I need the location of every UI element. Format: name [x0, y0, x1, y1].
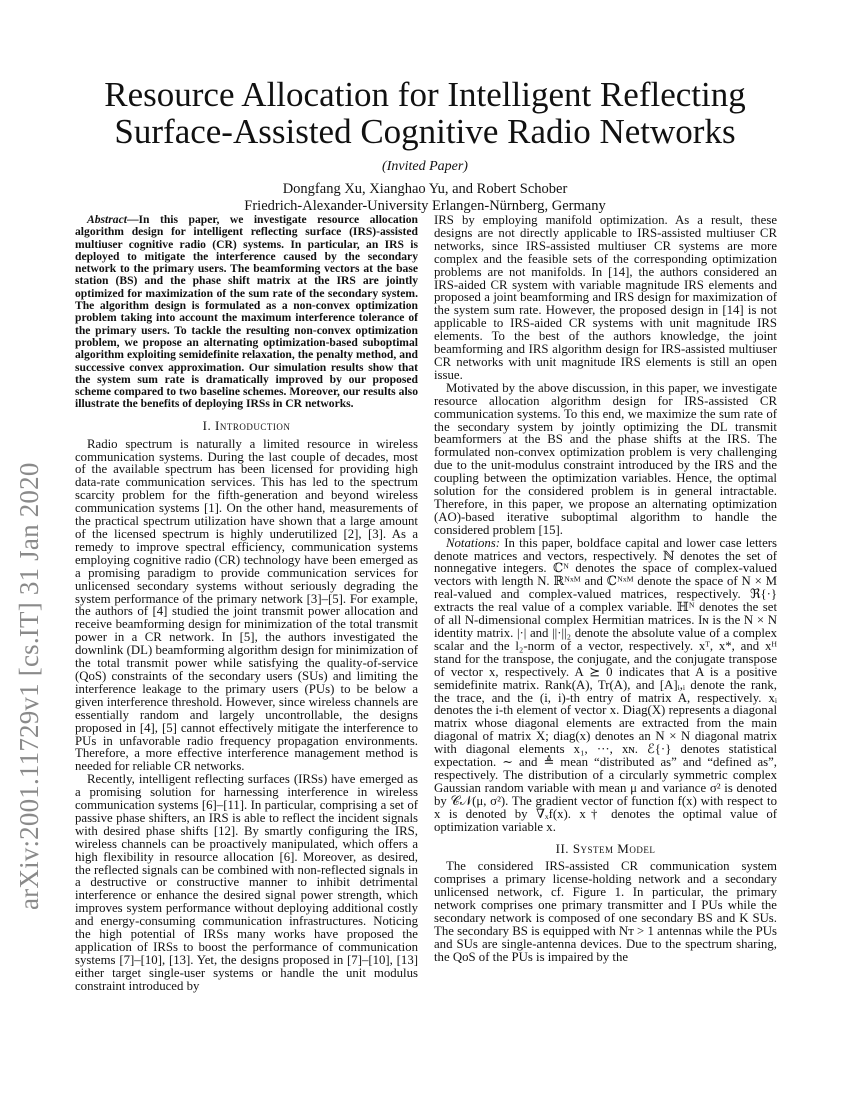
paper-title	[60, 76, 790, 150]
notations-paragraph	[434, 537, 777, 834]
author-affiliation: Friedrich-Alexander-University Erlangen-Nürnberg, Germany	[244, 198, 606, 214]
abstract	[75, 214, 418, 411]
intro-paragraph-2: Recently, intelligent reflecting surfaces (IRSs) have emerged as a promising solution for harnessing interference in wireless communication systems [6]–[11]. In particular, comprising a set of passive phase shifters, an IRS is able to reflect the incident signals with desired phase shifts [12]. By smartly configuring the IRS, wireless channels can be proactively manipulated, which offers a high flexibility in resource allocation [6]. Moreover, as desired, the reflected signals can be combined with non-reflected signals in a destructive or constructive manner to inhibit detrimental interference or enhance the desired signal power strength, which improves system performance without deploying additional costly and energy-consuming communication infrastructures. Noticing the high potential of IRSs many works have proposed the application of IRSs to boost the performance of communication systems [7]–[10], [13]. Yet, the designs proposed in [7]–[10], [13] either target single-user systems or handle the unit modulus constraint introduced by	[75, 772, 418, 993]
invited-paper-note: (Invited Paper)	[382, 159, 468, 174]
abstract-lead: Abstract	[87, 213, 127, 226]
abstract-text: —In this paper, we investigate resource allocation algorithm design for intelligent reflecting surface (IRS)-assisted multiuser cognitive radio (CR) systems. In particular, an IRS is deployed to mitigate the interference caused by the secondary network to the primary users. The beamforming vectors at the base station (BS) and the phase shift matrix at the IRS are jointly optimized for maximization of the sum rate of the secondary system. The algorithm design is formulated as a non-convex optimization problem taking into account the maximum interference tolerance of the primary users. To tackle the resulting non-convex optimization problem, we propose an alternating optimization-based suboptimal algorithm exploiting semidefinite relaxation, the penalty method, and successive convex approximation. Our simulation results show that the system sum rate is dramatically improved by our proposed scheme compared to two baseline schemes. Moreover, our results also illustrate the benefits of deploying IRSs in CR networks.	[75, 213, 418, 411]
title-line-2: Surface-Assisted Cognitive Radio Networks	[114, 112, 736, 151]
section-heading-introduction	[75, 417, 418, 433]
title-line-1: Resource Allocation for Intelligent Reflecting	[104, 75, 746, 114]
arxiv-identifier: arXiv:2001.11729v1 [cs.IT] 31 Jan 2020	[14, 462, 44, 910]
right-paragraph-2: Motivated by the above discussion, in this paper, we investigate resource allocation algorithm design for IRS-assisted CR communication systems. To this end, we maximize the sum rate of the secondary system by jointly optimizing the DL transmit beamformers at the BS and the phase shifts at the IRS. The formulated non-convex optimization problem is very challenging due to the unit-modulus constraint introduced by the IRS and the coupling between the optimization variables. Hence, the optimal solution for the considered problem is in general intractable. Therefore, in this paper, we propose an alternating optimization (AO)-based iterative suboptimal algorithm to handle the considered problem [15].	[434, 380, 777, 537]
notations-lead: Notations:	[446, 535, 501, 550]
section-title: System Model	[572, 840, 656, 856]
right-column	[434, 214, 777, 964]
system-model-paragraph: The considered IRS-assisted CR communication system comprises a primary license-holding network and a secondary unlicensed network, cf. Figure 1. In particular, the primary network comprises one primary transmitter and I PUs while the secondary network is composed of one secondary BS and K SUs. The secondary BS is equipped with Nᴛ > 1 antennas while the PUs and SUs are single-antenna devices. Due to the spectrum sharing, the QoS of the PUs is impaired by the	[434, 859, 777, 964]
section-number: II.	[555, 840, 573, 856]
section-title: Introduction	[215, 417, 291, 433]
notations-text: In this paper, boldface capital and lower case letters denote matrices and vectors, respectively. ℕ denotes the set of nonnegative integers. ℂᴺ denotes the space of complex-valued vectors with length N. ℝᴺˣᴹ and ℂᴺˣᴹ denote the space of N × M real-valued and complex-valued matrices, respectively. ℜ{·} extracts the real value of a complex variable. ℍᴺ denotes the set of all N-dimensional complex Hermitian matrices. Iɴ is the N × N identity matrix. |·| and ||·||₂ denote the absolute value of a complex scalar and the l₂-norm of a vector, respectively. xᵀ, x*, and xᴴ stand for the transpose, the conjugate, and the conjugate transpose of vector x, respectively. A ⪰ 0 indicates that A is a positive semidefinite matrix. Rank(A), Tr(A), and [A]ᵢ,ᵢ denote the rank, the trace, and the (i, i)-th entry of matrix A, respectively. xᵢ denotes the i-th element of vector x. Diag(X) represents a diagonal matrix whose diagonal elements are extracted from the main diagonal of matrix X; diag(x) denotes an N × N diagonal matrix with diagonal elements x₁, ···, xɴ. ℰ{·} denotes statistical expectation. ∼ and ≜ mean “distributed as” and “defined as”, respectively. The distribution of a circularly symmetric complex Gaussian random variable with mean μ and variance σ² is denoted by 𝒞𝒩(μ, σ²). The gradient vector of function f(x) with respect to x is denoted by ∇ₓf(x). x† denotes the optimal value of optimization variable x.	[434, 535, 777, 834]
intro-paragraph-1: Radio spectrum is naturally a limited resource in wireless communication systems. During the last couple of decades, most of the available spectrum has been licensed for providing high data-rate communication services. This has led to the spectrum scarcity problem for the fifth-generation and beyond wireless communication systems [1]. On the other hand, measurements of the practical spectrum utilization have shown that a large amount of the licensed spectrum is highly underutilized [2], [3]. As a remedy to improve spectral efficiency, communication systems employing cognitive radio (CR) technology have been emerged as a promising paradigm to provide communication services for unlicensed secondary systems without seriously degrading the system performance of the primary network [3]–[5]. For example, the authors of [4] studied the joint transmit power allocation and receive beamforming design for minimization of the total transmit power in a CR network. In [5], the authors investigated the downlink (DL) beamforming algorithm design for minimization of the total transmit power while satisfying the quality-of-service (QoS) constraints of the secondary users (SUs) and limiting the interference leakage to the primary users (PUs) to be below a given interference threshold. However, since wireless channels are essentially random and largely uncontrollable, the designs proposed in [4], [5] cannot effectively mitigate the interference to PUs in unfavorable radio frequency propagation environments. Therefore, a more effective interference management method is needed for reliable CR networks.	[75, 436, 418, 774]
author-names: Dongfang Xu, Xianghao Yu, and Robert Schober	[282, 181, 568, 197]
left-column	[75, 214, 418, 993]
right-paragraph-1: IRS by employing manifold optimization. As a result, these designs are not directly applicable to IRS-assisted multiuser CR networks, since IRS-assisted multiuser CR systems are more complex and the feasible sets of the corresponding optimization problems are not manifolds. In [14], the authors considered an IRS-aided CR system with variable magnitude IRS elements and proposed a joint beamforming and IRS design for maximization of the system sum rate. However, the proposed design in [14] is not applicable to IRS-aided CR systems with unit magnitude IRS elements. To the best of the authors knowledge, the joint beamforming and IRS algorithm design for IRS-assisted multiuser CR networks with unit magnitude IRS elements is still an open issue.	[434, 213, 777, 382]
section-heading-system-model	[434, 840, 777, 856]
author-block	[0, 181, 850, 215]
section-number: I.	[202, 417, 215, 433]
